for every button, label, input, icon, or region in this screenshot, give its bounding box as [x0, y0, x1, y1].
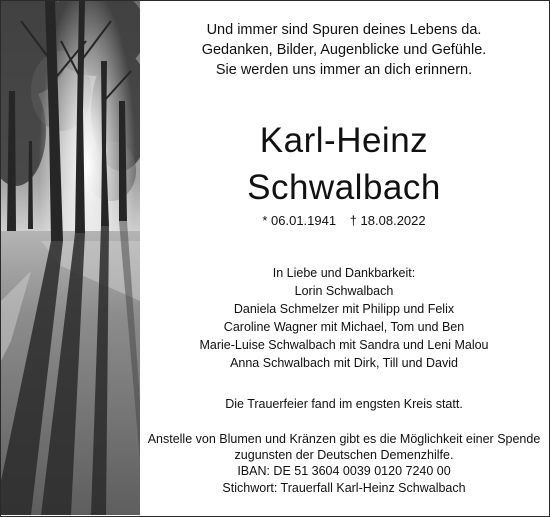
family-line: Lorin Schwalbach	[294, 284, 394, 298]
poem-line: Gedanken, Bilder, Augenblicke und Gefühle.	[201, 42, 487, 58]
notice-content	[140, 0, 548, 517]
poem-line: Sie werden uns immer an dich erinnern.	[215, 62, 473, 78]
funeral-note: Die Trauerfeier fand im engsten Kreis statt.	[225, 397, 463, 411]
life-dates	[140, 212, 548, 230]
family-list	[140, 264, 548, 372]
birth-date: * 06.01.1941	[262, 213, 337, 228]
family-line: Marie-Luise Schwalbach mit Sandra und Leni Malou	[199, 338, 489, 352]
poem	[140, 20, 548, 80]
poem-line: Und immer sind Spuren deines Lebens da.	[206, 22, 482, 38]
keyword-line: Stichwort: Trauerfall Karl-Heinz Schwalbach	[222, 480, 466, 495]
family-line: Daniela Schmelzer mit Philipp und Felix	[233, 302, 455, 316]
donation-line: zugunsten der Deutschen Demenzhilfe.	[234, 448, 454, 463]
deceased-name	[140, 117, 548, 211]
donation-line: Anstelle von Blumen und Kränzen gibt es die Möglichkeit einer Spende	[147, 432, 541, 446]
death-date: † 18.08.2022	[349, 213, 426, 228]
family-line: In Liebe und Dankbarkeit:	[272, 266, 416, 280]
first-name: Karl-Heinz	[259, 121, 429, 160]
family-line: Anna Schwalbach mit Dirk, Till und David	[230, 356, 458, 370]
last-name: Schwalbach	[247, 168, 441, 207]
forest-photo	[1, 1, 140, 515]
donation-info	[140, 431, 548, 496]
trees-sunlight-icon	[1, 1, 140, 515]
family-line: Caroline Wagner mit Michael, Tom und Ben	[223, 320, 465, 334]
iban-line: IBAN: DE 51 3604 0039 0120 7240 00	[237, 464, 451, 479]
